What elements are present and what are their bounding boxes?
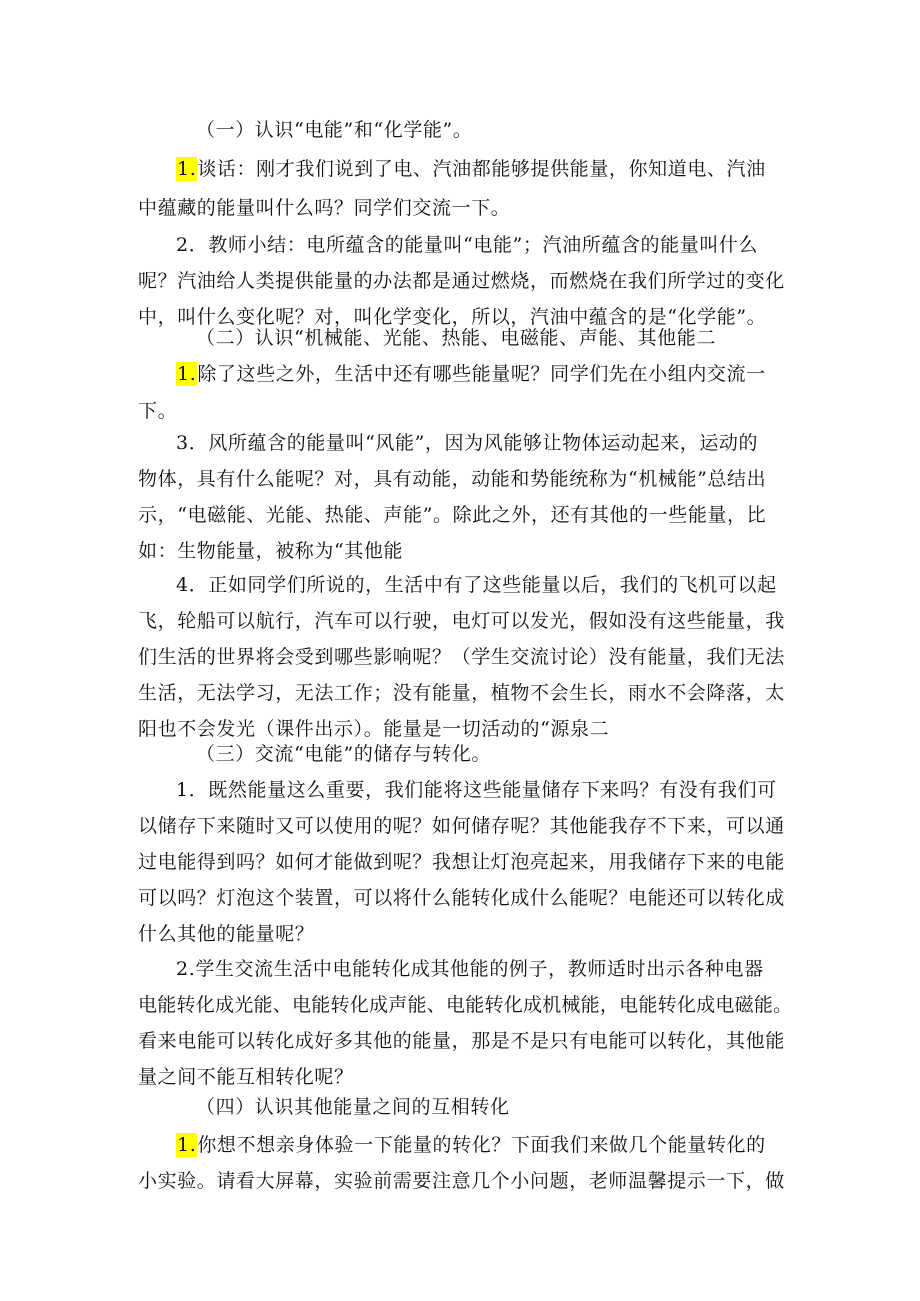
paragraph-line: 生活，无法学习，无法工作；没有能量，植物不会生长，雨水不会降落，太 — [138, 682, 785, 704]
paragraph-line: 示，“电磁能、光能、热能、声能”。除此之外，还有其他的一些能量，比 — [138, 504, 767, 526]
paragraph-line — [176, 573, 777, 597]
paragraph-line: 什么其他的能量呢？ — [138, 923, 315, 945]
paragraph-line: 以储存下来随时又可以使用的呢？如何储存呢？其他能我存不下来，可以通 — [138, 815, 785, 837]
paragraph-text: 风所蕴含的能量叫“风能”，因为风能够让物体运动起来，运动的 — [208, 432, 759, 454]
section-heading-3: （三）交流“电能”的储存与转化。 — [196, 743, 492, 765]
paragraph-line — [176, 157, 766, 181]
paragraph-line: 电能转化成光能、电能转化成声能、电能转化成机械能，电能转化成电磁能。 — [138, 994, 793, 1016]
list-number: 2. — [176, 958, 196, 980]
paragraph-text: 学生交流生活中电能转化成其他能的例子，教师适时出示各种电器 — [195, 958, 764, 980]
paragraph-line: 过电能得到吗？如何才能做到呢？我想让灯泡亮起来，用我储存下来的电能 — [138, 851, 785, 873]
section-heading-2: （二）认识“机械能、光能、热能、电磁能、声能、其他能二 — [196, 327, 716, 349]
paragraph-line: 们生活的世界将会受到哪些影响呢？（学生交流讨论）没有能量，我们无法 — [138, 646, 785, 668]
paragraph-line: 小实验。请看大屏幕，实验前需要注意几个小问题，老师温馨提示一下，做 — [138, 1170, 785, 1192]
paragraph-line — [176, 1133, 766, 1157]
paragraph-line: 量之间不能互相转化呢？ — [138, 1066, 354, 1088]
paragraph-line: 飞，轮船可以航行，汽车可以行驶，电灯可以发光，假如没有这些能量，我 — [138, 610, 785, 632]
paragraph-line: 物体，具有什么能呢？对，具有动能，动能和势能统称为“机械能”总结出 — [138, 468, 767, 490]
section-heading-4: （四）认识其他能量之间的互相转化 — [196, 1096, 510, 1118]
list-number: 3． — [176, 432, 209, 454]
paragraph-line: 中蕴藏的能量叫什么吗？同学们交流一下。 — [138, 197, 511, 219]
paragraph-line: 呢？汽油给人类提供能量的办法都是通过燃烧，而燃烧在我们所学过的变化 — [138, 270, 785, 292]
paragraph-line — [176, 362, 766, 386]
paragraph-text: 教师小结：电所蕴含的能量叫“电能”；汽油所蕴含的能量叫什么 — [208, 234, 759, 256]
list-number-highlighted: 1. — [177, 1134, 197, 1156]
list-number: 1． — [176, 779, 209, 801]
paragraph-text: 谈话：刚才我们说到了电、汽油都能够提供能量，你知道电、汽油 — [197, 158, 766, 180]
paragraph-text: 除了这些之外，生活中还有哪些能量呢？同学们先在小组内交流一 — [197, 363, 766, 385]
paragraph-line — [176, 233, 758, 257]
paragraph-line: 中，叫什么变化呢？对，叫化学变化，所以，汽油中蕴含的是“化学能”。 — [138, 306, 767, 328]
paragraph-line — [176, 957, 764, 981]
paragraph-line — [176, 431, 758, 455]
list-number: 4． — [176, 574, 209, 596]
paragraph-line: 如：生物能量，被称为“其他能 — [138, 540, 404, 562]
paragraph-line: 看来电能可以转化成好多其他的能量，那是不是只有电能可以转化，其他能 — [138, 1030, 785, 1052]
paragraph-line: 下。 — [138, 400, 178, 422]
list-number-highlighted: 1. — [177, 158, 197, 180]
paragraph-line: 可以吗？灯泡这个装置，可以将什么能转化成什么能呢？电能还可以转化成 — [138, 887, 785, 909]
paragraph-text: 正如同学们所说的，生活中有了这些能量以后，我们的飞机可以起 — [208, 574, 777, 596]
section-heading-1: （一）认识“电能”和“化学能”。 — [196, 119, 473, 141]
list-number-highlighted: 1. — [177, 363, 197, 385]
list-number: 2． — [176, 234, 209, 256]
paragraph-text: 你想不想亲身体验一下能量的转化？下面我们来做几个能量转化的 — [197, 1134, 766, 1156]
paragraph-line — [176, 778, 777, 802]
paragraph-line: 阳也不会发光（课件出示）。能量是一切活动的“源泉二 — [138, 718, 610, 740]
paragraph-text: 既然能量这么重要，我们能将这些能量储存下来吗？有没有我们可 — [208, 779, 777, 801]
